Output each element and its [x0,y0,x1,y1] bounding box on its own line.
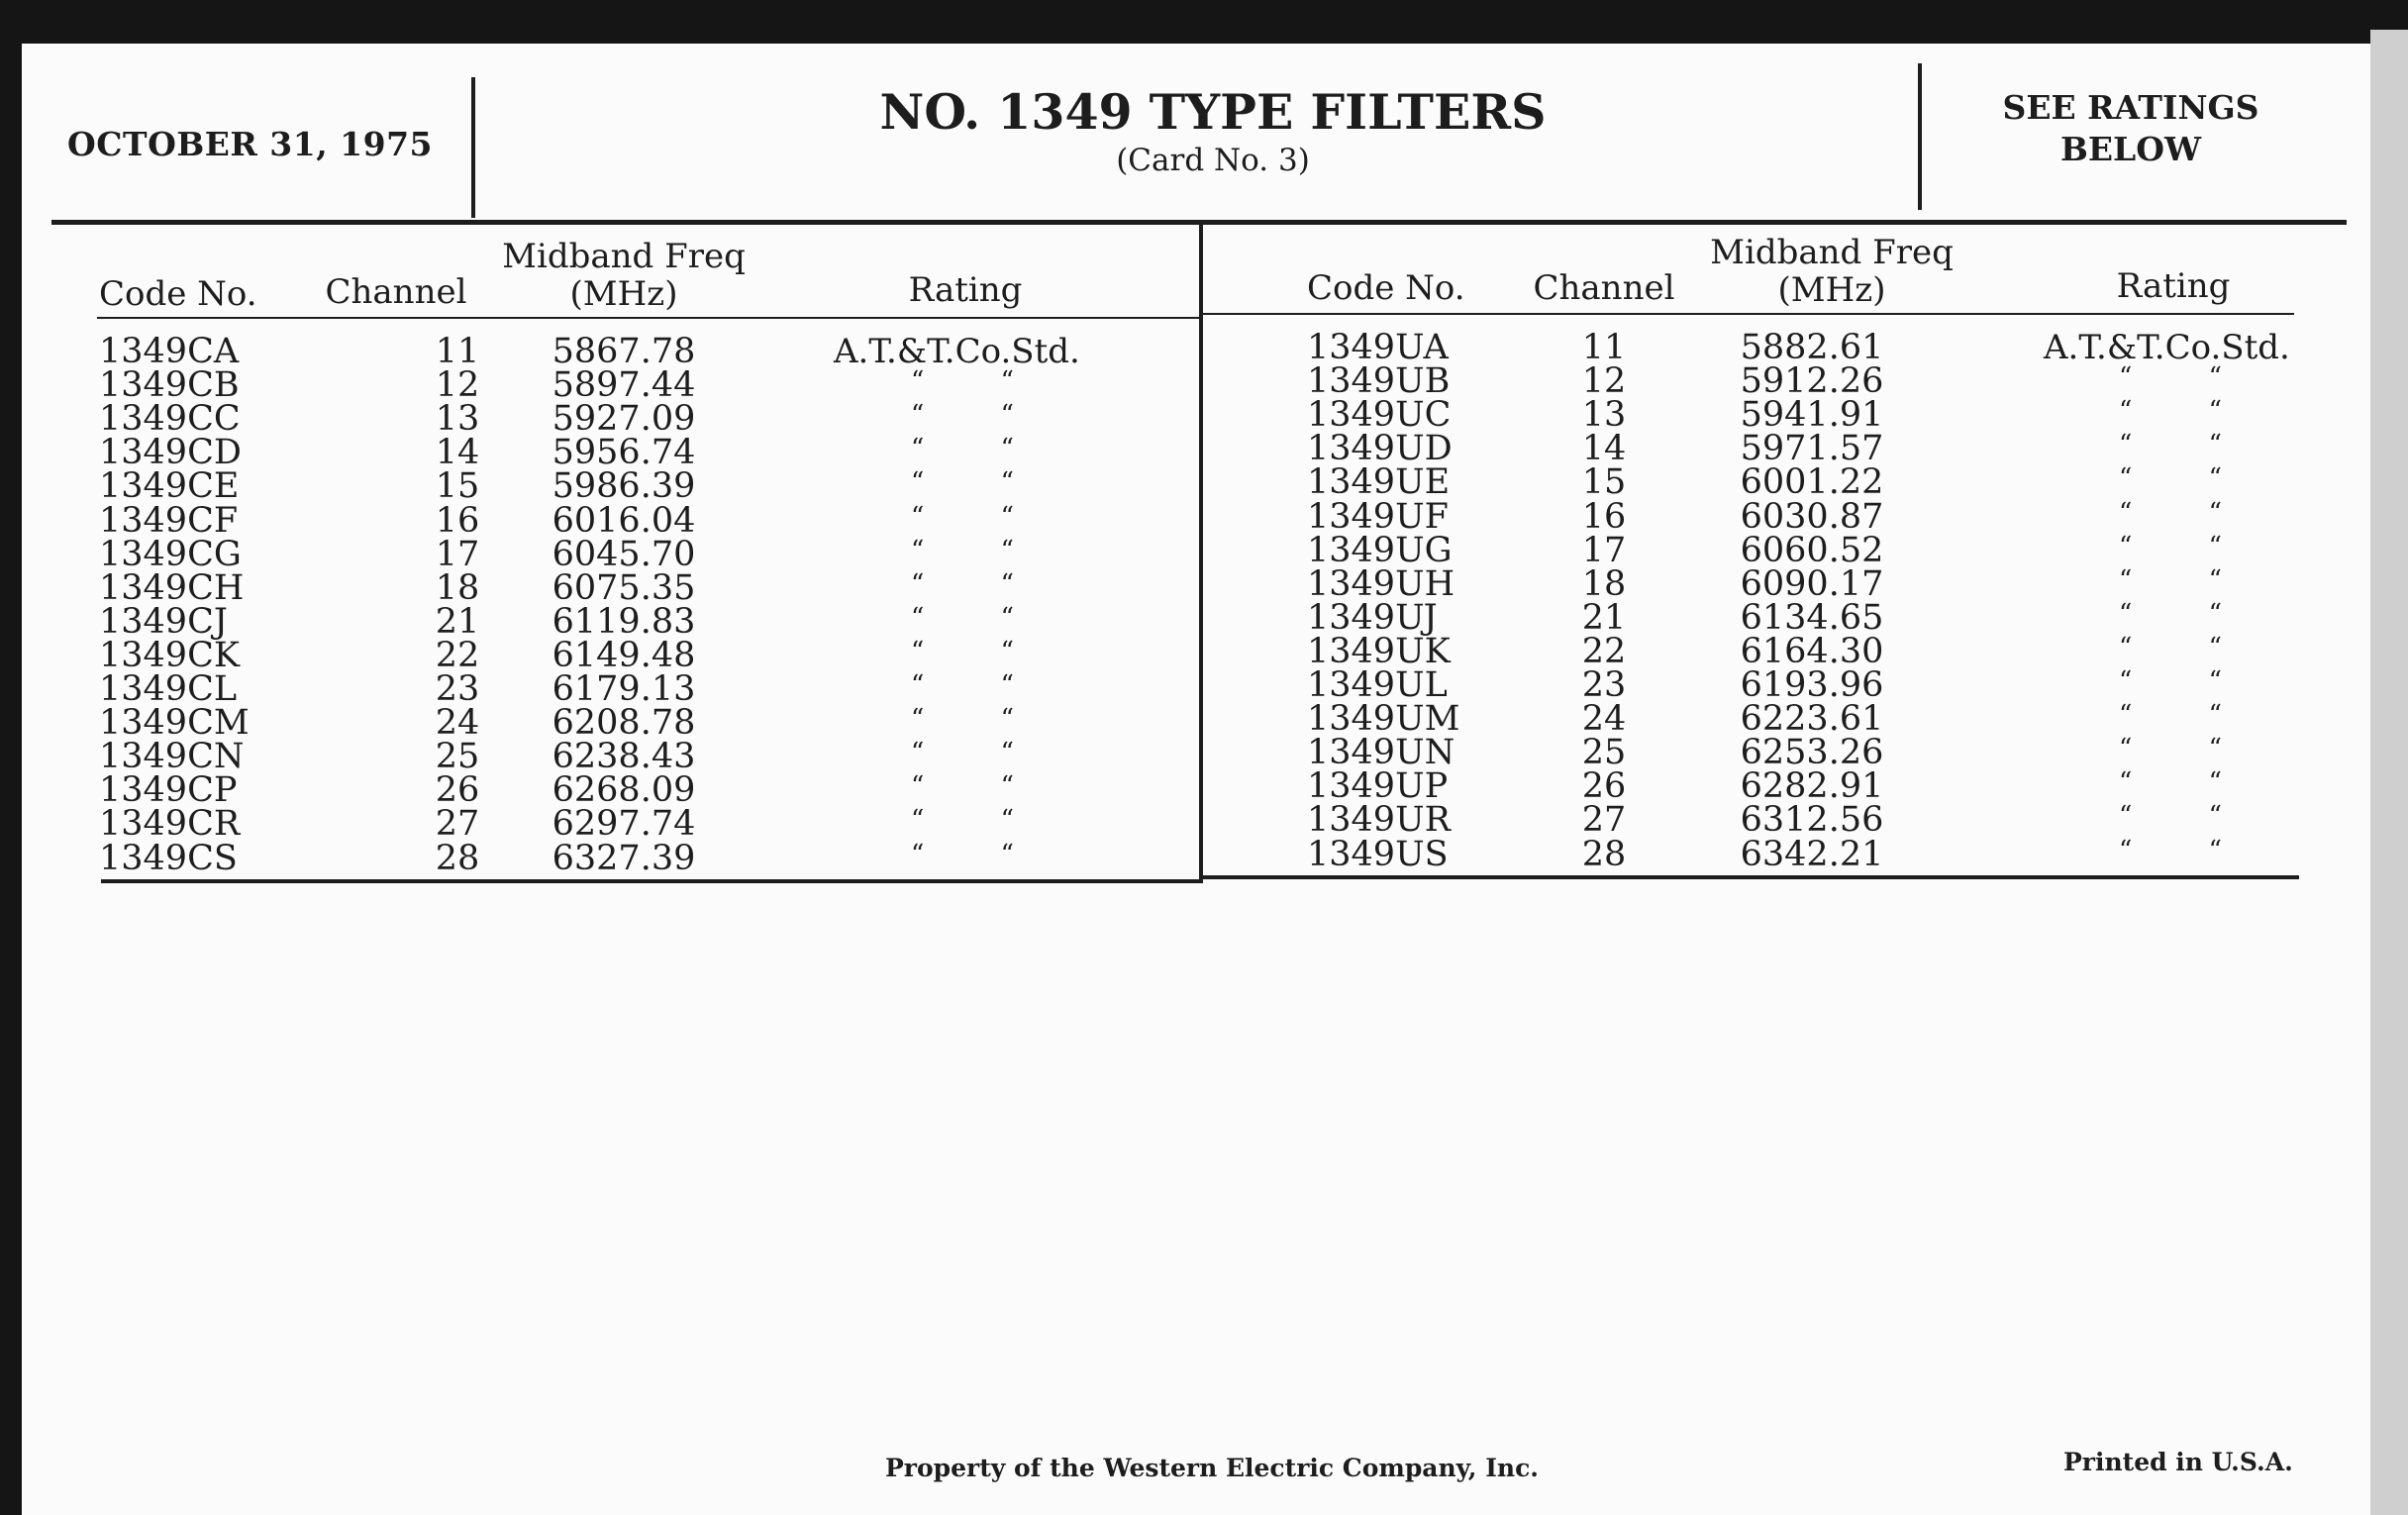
rating-ditto-cell: “ “ [911,670,1020,700]
table-row [99,601,1188,642]
right-bottom-rule [1203,875,2299,879]
rating-cell: A.T.&T.Co.Std. [2044,328,2290,367]
code-cell: 1349CK [99,635,240,675]
freq-cell: 6179.13 [552,669,696,709]
table-row [1307,597,2396,638]
channel-cell: 11 [435,332,480,371]
freq-cell: 6075.35 [552,567,696,608]
freq-cell: 6001.22 [1740,462,1884,503]
code-cell: 1349CL [99,669,238,709]
code-cell: 1349CG [99,534,242,574]
rating-ditto-cell: “ “ [911,366,1020,397]
code-cell: 1349UE [1307,462,1451,503]
channel-cell: 21 [435,601,480,642]
rating-ditto-cell: “ “ [2119,531,2228,561]
rating-ditto-cell: “ “ [2119,362,2228,393]
rating-ditto-cell: “ “ [911,839,1020,869]
table-row [1307,834,2396,874]
freq-cell: 5956.74 [552,433,696,473]
ratings-note [1933,87,2329,170]
rating-ditto-cell: “ “ [911,704,1020,735]
channel-cell: 12 [1581,361,1627,402]
code-cell: 1349CC [99,399,241,440]
channel-cell: 25 [1581,733,1627,773]
table-row [1307,800,2396,841]
table-row [99,332,1188,371]
channel-cell: 26 [435,770,480,811]
left-header-freq-line2: (MHz) [569,274,678,314]
freq-cell: 6164.30 [1740,631,1884,671]
code-cell: 1349UF [1307,496,1449,537]
channel-cell: 16 [435,500,480,541]
left-header-freq-line1: Midband Freq [502,237,746,276]
code-cell: 1349CE [99,466,240,507]
code-cell: 1349UN [1307,733,1455,773]
table-row [99,770,1188,811]
right-header-code: Code No. [1307,268,1465,308]
rating-ditto-cell: “ “ [911,636,1020,666]
channel-cell: 11 [1581,328,1627,367]
freq-cell: 5882.61 [1740,328,1884,367]
channel-cell: 13 [1581,395,1627,436]
freq-cell: 6238.43 [552,737,696,777]
rating-ditto-cell: “ “ [911,400,1020,431]
table-row [99,500,1188,541]
rating-ditto-cell: “ “ [2119,666,2228,696]
table-row [99,737,1188,777]
freq-cell: 6090.17 [1740,563,1884,604]
left-header-rule [97,317,1199,319]
channel-cell: 27 [1581,800,1627,841]
table-row [99,433,1188,473]
code-cell: 1349UD [1307,429,1453,469]
rating-ditto-cell: “ “ [2119,396,2228,427]
table-row [1307,395,2396,436]
rating-ditto-cell: “ “ [2119,564,2228,595]
code-cell: 1349CR [99,804,241,845]
freq-cell: 6312.56 [1740,800,1884,841]
document-date: OCTOBER 31, 1975 [67,125,434,163]
rating-ditto-cell: “ “ [2119,632,2228,662]
freq-cell: 5912.26 [1740,361,1884,402]
channel-cell: 23 [1581,665,1627,705]
table-row [1307,361,2396,402]
rating-ditto-cell: “ “ [2119,801,2228,832]
code-cell: 1349UM [1307,699,1460,740]
property-notice: Property of the Western Electric Company, Inc. [885,1454,1540,1482]
channel-cell: 17 [435,534,480,574]
channel-cell: 25 [435,737,480,777]
channel-cell: 17 [1581,530,1627,570]
code-cell: 1349CA [99,332,240,371]
freq-cell: 6119.83 [552,601,696,642]
table-row [1307,496,2396,537]
left-header-code: Code No. [99,274,257,314]
table-row [1307,429,2396,469]
right-header-rating: Rating [2116,266,2231,306]
code-cell: 1349UH [1307,563,1455,604]
table-row [99,365,1188,406]
left-header-freq [495,238,752,313]
right-header-freq-line1: Midband Freq [1710,233,1954,272]
table-row [1307,328,2396,367]
document-title: NO. 1349 TYPE FILTERS [879,83,1547,141]
rating-ditto-cell: “ “ [911,501,1020,532]
rating-ditto-cell: “ “ [911,568,1020,599]
code-cell: 1349CJ [99,601,228,642]
freq-cell: 6282.91 [1740,766,1884,807]
header-divider-right [1918,63,1922,210]
left-bottom-rule [101,879,1203,883]
channel-cell: 21 [1581,597,1627,638]
right-header-rule [1203,313,2294,315]
table-row [1307,665,2396,705]
right-header-freq-line2: (MHz) [1777,270,1886,310]
rating-ditto-cell: “ “ [911,467,1020,498]
left-header-channel: Channel [325,272,467,312]
freq-cell: 5941.91 [1740,395,1884,436]
ratings-note-line1: SEE RATINGS [2002,88,2259,127]
right-header-freq [1703,234,1960,309]
freq-cell: 5986.39 [552,466,696,507]
code-cell: 1349CN [99,737,245,777]
channel-cell: 22 [1581,631,1627,671]
code-cell: 1349US [1307,834,1449,874]
freq-cell: 6149.48 [552,635,696,675]
document-subtitle: (Card No. 3) [1116,143,1310,178]
channel-cell: 22 [435,635,480,675]
freq-cell: 6193.96 [1740,665,1884,705]
freq-cell: 6060.52 [1740,530,1884,570]
code-cell: 1349UP [1307,766,1449,807]
table-row [1307,699,2396,740]
channel-cell: 18 [435,567,480,608]
code-cell: 1349CS [99,838,238,878]
freq-cell: 6030.87 [1740,496,1884,537]
channel-cell: 13 [435,399,480,440]
freq-cell: 5971.57 [1740,429,1884,469]
right-header-channel: Channel [1533,268,1675,308]
table-row [1307,631,2396,671]
channel-cell: 26 [1581,766,1627,807]
code-cell: 1349UG [1307,530,1453,570]
rating-ditto-cell: “ “ [2119,835,2228,865]
channel-cell: 28 [1581,834,1627,874]
rating-ditto-cell: “ “ [911,805,1020,836]
rating-ditto-cell: “ “ [2119,767,2228,798]
ratings-note-line2: BELOW [2059,130,2202,168]
channel-cell: 15 [435,466,480,507]
table-row [1307,733,2396,773]
freq-cell: 6342.21 [1740,834,1884,874]
table-row [99,703,1188,744]
freq-cell: 6297.74 [552,804,696,845]
channel-cell: 14 [435,433,480,473]
channel-cell: 27 [435,804,480,845]
rating-ditto-cell: “ “ [911,434,1020,464]
rating-ditto-cell: “ “ [911,738,1020,768]
printed-notice: Printed in U.S.A. [2063,1448,2293,1476]
channel-cell: 12 [435,365,480,406]
code-cell: 1349CF [99,500,239,541]
rating-ditto-cell: “ “ [911,602,1020,633]
code-cell: 1349UK [1307,631,1451,671]
code-cell: 1349UR [1307,800,1451,841]
table-row [99,838,1188,878]
rating-ditto-cell: “ “ [2119,463,2228,494]
channel-cell: 23 [435,669,480,709]
table-row [99,669,1188,709]
table-center-divider [1199,220,1203,883]
table-row [1307,530,2396,570]
freq-cell: 6268.09 [552,770,696,811]
rating-ditto-cell: “ “ [2119,734,2228,764]
freq-cell: 6208.78 [552,703,696,744]
table-row [99,534,1188,574]
rating-ditto-cell: “ “ [2119,430,2228,460]
rating-cell: A.T.&T.Co.Std. [834,332,1080,371]
freq-cell: 6327.39 [552,838,696,878]
code-cell: 1349CB [99,365,240,406]
rating-ditto-cell: “ “ [2119,598,2228,629]
channel-cell: 16 [1581,496,1627,537]
rating-ditto-cell: “ “ [911,535,1020,565]
table-row [1307,462,2396,503]
left-header-rating: Rating [908,270,1023,310]
code-cell: 1349UA [1307,328,1449,367]
table-row [99,466,1188,507]
code-cell: 1349UJ [1307,597,1438,638]
rating-ditto-cell: “ “ [911,771,1020,802]
channel-cell: 24 [1581,699,1627,740]
table-row [99,399,1188,440]
freq-cell: 5897.44 [552,365,696,406]
freq-cell: 6134.65 [1740,597,1884,638]
code-cell: 1349UC [1307,395,1452,436]
channel-cell: 24 [435,703,480,744]
code-cell: 1349CM [99,703,250,744]
code-cell: 1349UL [1307,665,1448,705]
freq-cell: 6253.26 [1740,733,1884,773]
rating-ditto-cell: “ “ [2119,700,2228,731]
freq-cell: 5867.78 [552,332,696,371]
freq-cell: 6016.04 [552,500,696,541]
code-cell: 1349CH [99,567,245,608]
channel-cell: 14 [1581,429,1627,469]
table-row [99,567,1188,608]
table-row [99,804,1188,845]
freq-cell: 6223.61 [1740,699,1884,740]
channel-cell: 28 [435,838,480,878]
channel-cell: 18 [1581,563,1627,604]
code-cell: 1349CP [99,770,238,811]
channel-cell: 15 [1581,462,1627,503]
table-row [99,635,1188,675]
code-cell: 1349CD [99,433,242,473]
table-row [1307,766,2396,807]
rating-ditto-cell: “ “ [2119,497,2228,528]
freq-cell: 6045.70 [552,534,696,574]
code-cell: 1349UB [1307,361,1451,402]
table-row [1307,563,2396,604]
freq-cell: 5927.09 [552,399,696,440]
